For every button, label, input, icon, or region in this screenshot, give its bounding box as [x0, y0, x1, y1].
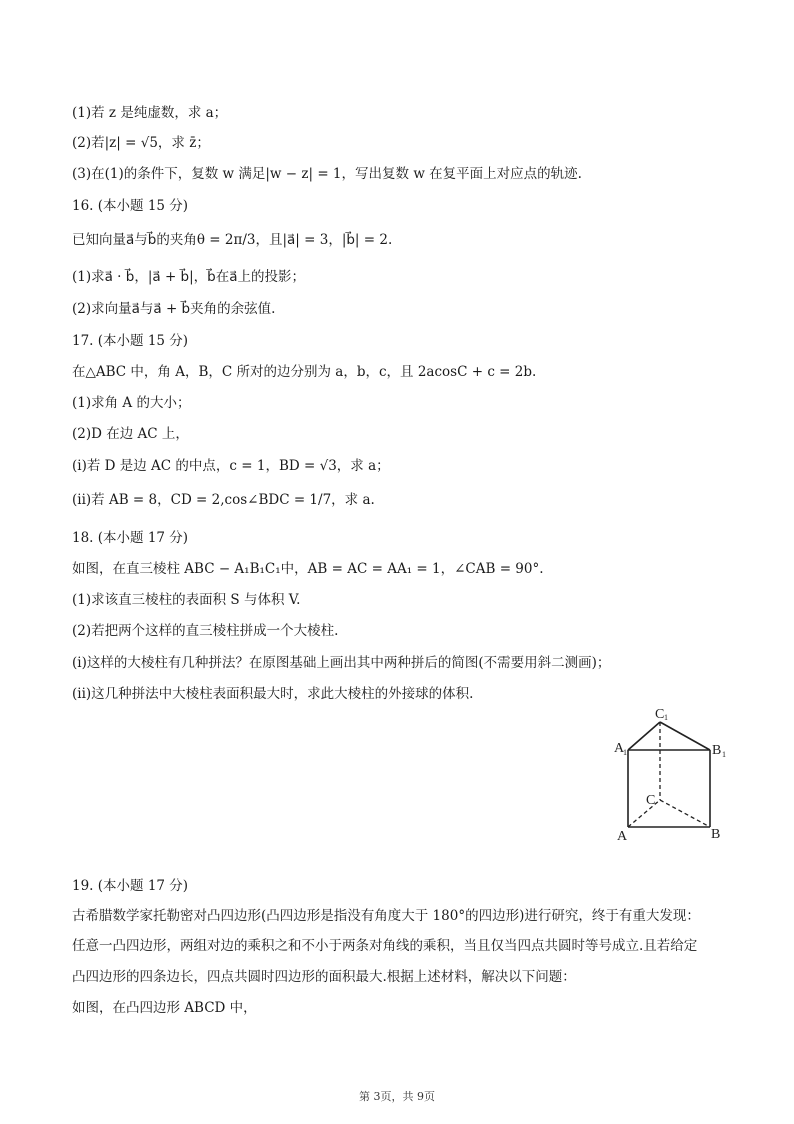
line-6: (1)求a⃗ · b⃗，|a⃗ + b⃗|，b⃗在a⃗上的投影； [72, 269, 306, 285]
line-13: (ii)若 AB = 8，CD = 2,cos∠BDC = 1/7，求 a. [72, 492, 375, 508]
line-19: (ii)这几种拼法中大棱柱表面积最大时，求此大棱柱的外接球的体积. [72, 686, 474, 702]
line-2: (2)若|z| = √5，求 z̄； [72, 135, 210, 151]
label-c: C [646, 793, 656, 808]
line-23: 凸四边形的四条边长，四点共圆时四边形的面积最大.根据上述材料，解决以下问题： [72, 969, 576, 985]
line-10: (1)求角 A 的大小； [72, 395, 191, 411]
page-footer: 第 3页，共 9页 [359, 1090, 435, 1103]
line-21: 古希腊数学家托勒密对凸四边形(凸四边形是指没有角度大于 180°的四边形)进行研究，终于有重大发现： [72, 908, 700, 924]
line-22: 任意一凸四边形，两组对边的乘积之和不小于两条对角线的乘积，当且仅当四点共圆时等号成立.且若给定 [72, 938, 698, 954]
label-b: B [711, 827, 721, 842]
problem-18-heading: 18. (本小题 17 分) [72, 530, 189, 546]
line-24: 如图，在凸四边形 ABCD 中， [72, 1000, 257, 1016]
label-a1-sub: 1 [623, 748, 627, 757]
line-15: 如图，在直三棱柱 ABC − A₁B₁C₁中，AB = AC = AA₁ = 1，∠CAB = 90°. [72, 561, 544, 577]
label-a: A [617, 829, 628, 844]
line-5: 已知向量a⃗与b⃗的夹角θ = 2π/3，且|a⃗| = 3，|b⃗| = 2. [72, 232, 393, 248]
edge-c1-b1 [660, 722, 710, 750]
line-1: (1)若 z 是纯虚数，求 a； [72, 105, 228, 121]
edge-a1-c1 [628, 722, 660, 750]
label-c1-sub: 1 [664, 713, 668, 722]
line-17: (2)若把两个这样的直三棱柱拼成一个大棱柱. [72, 623, 339, 639]
line-18: (i)这样的大棱柱有几种拼法？在原图基础上画出其中两种拼后的简图(不需要用斜二测画)； [72, 655, 611, 671]
edge-c-b [660, 800, 710, 827]
label-b1: B [712, 743, 722, 758]
line-12: (i)若 D 是边 AC 的中点，c = 1，BD = √3，求 a； [72, 458, 390, 474]
line-11: (2)D 在边 AC 上， [72, 426, 189, 442]
line-9: 在△ABC 中，角 A，B，C 所对的边分别为 a，b，c，且 2acosC + c = 2b. [72, 364, 537, 380]
problem-16-heading: 16. (本小题 15 分) [72, 198, 189, 214]
line-16: (1)求该直三棱柱的表面积 S 与体积 V. [72, 592, 301, 608]
problem-17-heading: 17. (本小题 15 分) [72, 333, 189, 349]
problem-19-heading: 19. (本小题 17 分) [72, 878, 189, 894]
label-b1-sub: 1 [722, 750, 726, 759]
label-c1: C [655, 707, 665, 722]
line-7: (2)求向量a⃗与a⃗ + b⃗夹角的余弦值. [72, 301, 276, 317]
label-a1: A [614, 741, 625, 756]
prism-figure [600, 700, 740, 850]
line-3: (3)在(1)的条件下，复数 w 满足|w − z| = 1，写出复数 w 在复平面上对应点的轨迹. [72, 166, 582, 182]
